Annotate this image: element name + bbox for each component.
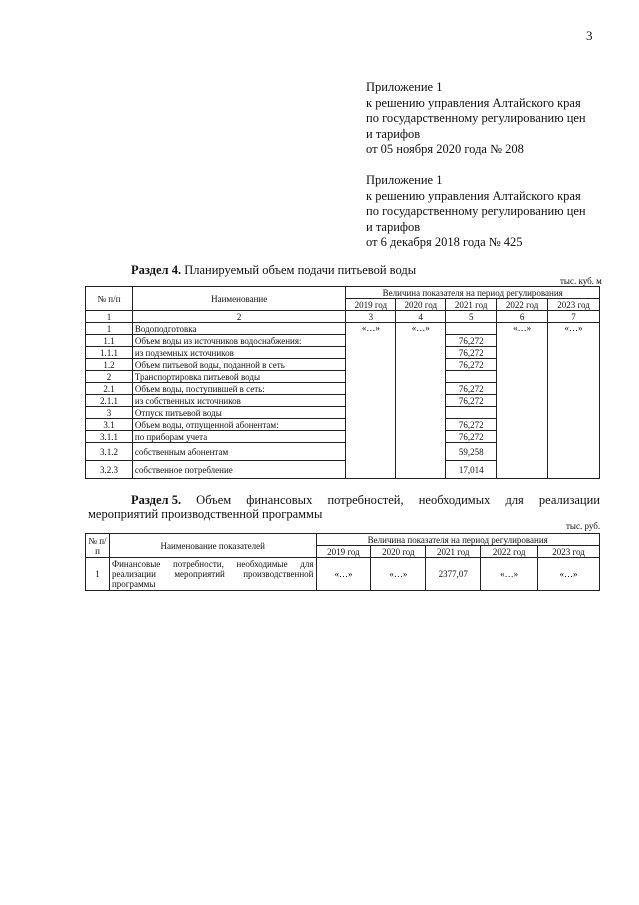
section4-heading: Планируемый объем подачи питьевой воды — [184, 263, 417, 277]
section5-word: Объем — [196, 493, 232, 507]
appendix-line: от 6 декабря 2018 года № 425 — [366, 235, 523, 249]
row-no: 1 — [86, 558, 110, 591]
value-2021 — [446, 371, 497, 383]
header-year: 2023 год — [538, 546, 600, 558]
appendix-line: от 05 ноября 2020 года № 208 — [366, 142, 524, 156]
header-year: 2023 год — [548, 299, 600, 311]
section4-label: Раздел 4. — [131, 263, 182, 277]
row-no: 1.1 — [86, 335, 133, 347]
row-name: Объем питьевой воды, поданной в сеть — [132, 359, 346, 371]
section5-word: необходимых — [418, 493, 491, 507]
appendix-line: Приложение 1 — [366, 173, 443, 187]
col-number: 5 — [446, 311, 497, 323]
value-2019: «…» — [346, 323, 396, 479]
header-name: Наименование показателей — [109, 534, 316, 558]
header-year: 2020 год — [371, 546, 426, 558]
value-2021: 76,272 — [446, 383, 497, 395]
header-period: Величина показателя на период регулирования — [346, 287, 600, 299]
row-name: Объем воды, поступившей в сеть: — [132, 383, 346, 395]
value-2021: 76,272 — [446, 431, 497, 443]
col-number: 3 — [346, 311, 396, 323]
row-name: собственное потребление — [132, 461, 346, 479]
row-no: 3.1.1 — [86, 431, 133, 443]
financial-needs-table — [85, 533, 600, 591]
row-name: собственным абонентам — [132, 443, 346, 461]
value-2021 — [446, 407, 497, 419]
appendix-line: к решению управления Алтайского края — [366, 95, 581, 110]
appendix-note-original — [366, 173, 616, 251]
col-number: 2 — [132, 311, 346, 323]
appendix-line: по государственному регулированию цен — [366, 204, 586, 218]
row-no: 1 — [86, 323, 133, 335]
row-name: Финансовые потребности, необходимые для реализации мероприятий производственной программы — [109, 558, 316, 591]
appendix-note-current — [366, 80, 616, 158]
row-name: из подземных источников — [132, 347, 346, 359]
value-2020: «…» — [396, 323, 446, 479]
appendix-line: и тарифов — [366, 219, 421, 234]
appendix-line: Приложение 1 — [366, 80, 443, 94]
header-period: Величина показателя на период регулирования — [316, 534, 600, 546]
row-name: по приборам учета — [132, 431, 346, 443]
col-number: 6 — [497, 311, 548, 323]
value-2023: «…» — [548, 323, 600, 479]
row-no: 3.1.2 — [86, 443, 133, 461]
header-no: № п/п — [86, 287, 133, 311]
row-name: из собственных источников — [132, 395, 346, 407]
value-2019: «…» — [316, 558, 371, 591]
row-no: 1.1.1 — [86, 347, 133, 359]
page-number: 3 — [586, 28, 593, 43]
header-year: 2019 год — [316, 546, 371, 558]
table-row — [86, 323, 600, 335]
row-no: 2 — [86, 371, 133, 383]
row-no: 2.1.1 — [86, 395, 133, 407]
section4-unit: тыс. куб. м — [560, 276, 602, 286]
section5-unit: тыс. руб. — [566, 521, 601, 531]
value-2021: 76,272 — [446, 347, 497, 359]
value-2021: 2377,07 — [426, 558, 481, 591]
col-number: 1 — [86, 311, 133, 323]
value-2022: «…» — [481, 558, 538, 591]
appendix-line: к решению управления Алтайского края — [366, 188, 581, 203]
header-year: 2021 год — [446, 299, 497, 311]
value-2021 — [446, 323, 497, 335]
row-name: Отпуск питьевой воды — [132, 407, 346, 419]
row-name: Транспортировка питьевой воды — [132, 371, 346, 383]
header-year: 2019 год — [346, 299, 396, 311]
header-year: 2021 год — [426, 546, 481, 558]
col-number: 7 — [548, 311, 600, 323]
section5-title — [88, 493, 600, 521]
row-no: 3 — [86, 407, 133, 419]
section5-heading-line2: мероприятий производственной программы — [88, 507, 323, 521]
appendix-line: и тарифов — [366, 126, 421, 141]
water-volume-table — [85, 286, 600, 479]
header-year: 2022 год — [481, 546, 538, 558]
value-2021: 17,014 — [446, 461, 497, 479]
value-2021: 59,258 — [446, 443, 497, 461]
row-name: Объем воды из источников водоснабжения: — [132, 335, 346, 347]
appendix-line: по государственному регулированию цен — [366, 111, 586, 125]
table-row — [86, 558, 600, 591]
header-no: № п/п — [86, 534, 110, 558]
section5-word: реализации — [538, 493, 600, 507]
row-no: 3.1 — [86, 419, 133, 431]
row-name: Водоподготовка — [132, 323, 346, 335]
value-2021: 76,272 — [446, 419, 497, 431]
row-no: 1.2 — [86, 359, 133, 371]
value-2020: «…» — [371, 558, 426, 591]
section5-word: финансовых — [246, 493, 313, 507]
row-no: 3.2.3 — [86, 461, 133, 479]
header-name: Наименование — [132, 287, 346, 311]
header-year: 2022 год — [497, 299, 548, 311]
value-2021: 76,272 — [446, 395, 497, 407]
value-2023: «…» — [538, 558, 600, 591]
col-number: 4 — [396, 311, 446, 323]
section5-label: Раздел 5. — [131, 493, 182, 507]
value-2021: 76,272 — [446, 335, 497, 347]
row-name: Объем воды, отпущенной абонентам: — [132, 419, 346, 431]
section4-title — [131, 263, 416, 278]
section5-word: для — [505, 493, 524, 507]
value-2021: 76,272 — [446, 359, 497, 371]
row-no: 2.1 — [86, 383, 133, 395]
section5-word: потребностей, — [327, 493, 404, 507]
header-year: 2020 год — [396, 299, 446, 311]
value-2022: «…» — [497, 323, 548, 479]
